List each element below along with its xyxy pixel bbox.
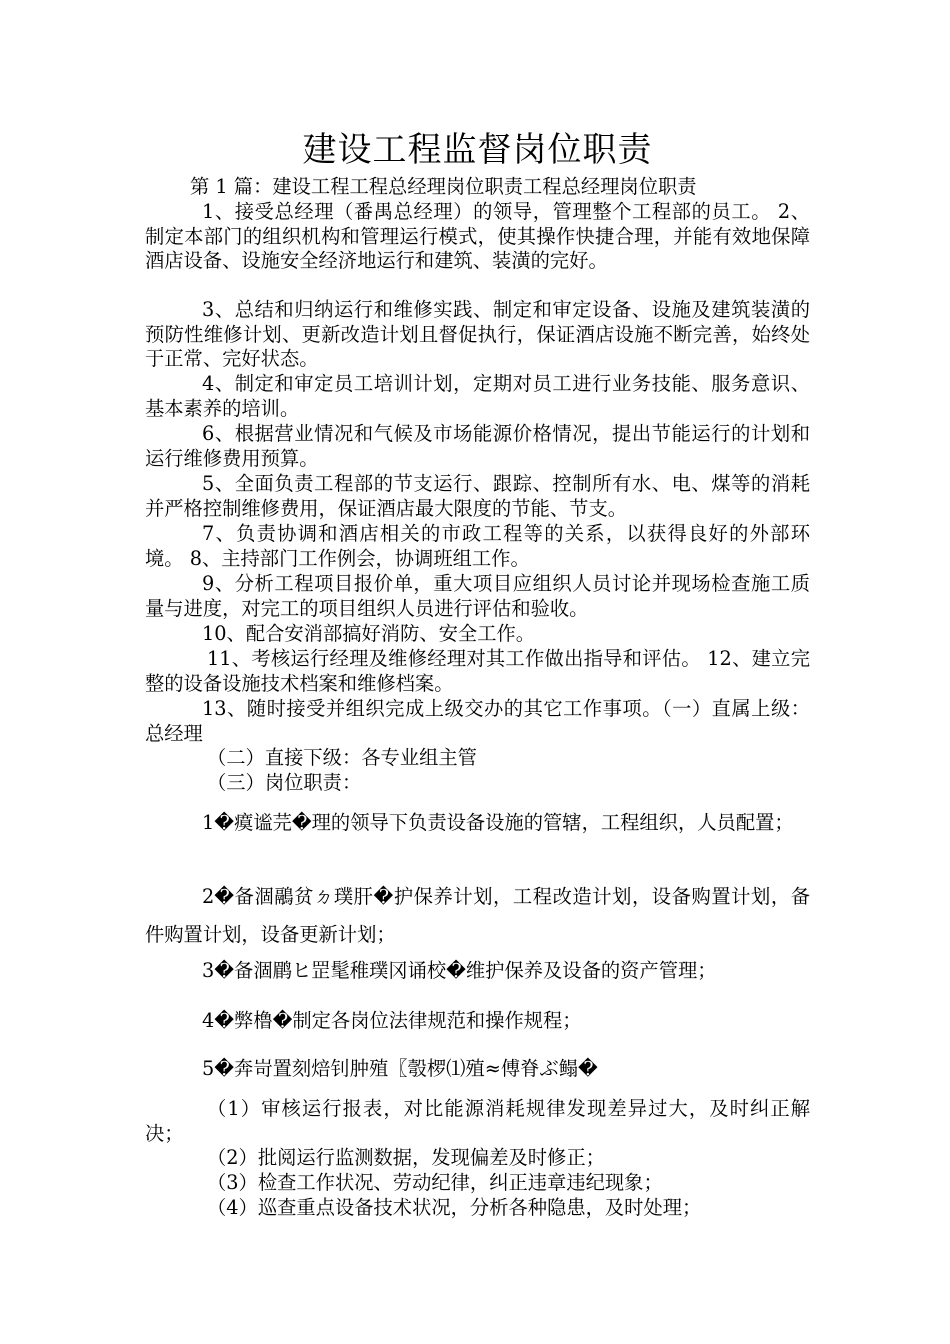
- paragraph-item-5: 5、全面负责工程部的节支运行、跟踪、控制所有水、电、煤等的消耗并严格控制维修费用，保证酒店最大限度的节能、节支。: [145, 472, 810, 520]
- paragraph-item-3: 3、总结和归纳运行和维修实践、制定和审定设备、设施及建筑装潢的预防性维修计划、更新改造计划且督促执行，保证酒店设施不断完善，始终处于正常、完好状态。: [145, 298, 810, 370]
- paragraph-subordinate: （二）直接下级：各专业组主管: [207, 746, 477, 769]
- paragraph-subduty-3: （3）检查工作状况、劳动纪律，纠正违章违纪现象；: [207, 1171, 663, 1194]
- paragraph-subduty-2: （2）批阅运行监测数据，发现偏差及时修正；: [207, 1146, 605, 1169]
- paragraph-subduty-1: （1）审核运行报表，对比能源消耗规律发现差异过大，及时纠正解决；: [145, 1097, 810, 1145]
- paragraph-item-7-8: 7、负责协调和酒店相关的市政工程等的关系，以获得良好的外部环境。 8、主持部门工作例会，协调班组工作。: [145, 522, 810, 570]
- paragraph-duty-4: 4�弊橹�制定各岗位法律规范和操作规程；: [202, 1009, 582, 1032]
- paragraph-duties-heading: （三）岗位职责：: [207, 771, 362, 794]
- paragraph-duty-1: 1�瘼谧芫�理的领导下负责设备设施的管辖，工程组织，人员配置；: [202, 811, 794, 834]
- paragraph-item-13: 13、随时接受并组织完成上级交办的其它工作事项。（一）直属上级：总经理: [145, 697, 810, 745]
- paragraph-item-1-2: 1、接受总经理（番禺总经理）的领导，管理整个工程部的员工。 2、制定本部门的组织机构和管理运行模式，使其操作快捷合理，并能有效地保障酒店设备、设施安全经济地运行和建筑、装潢的完好。: [145, 200, 810, 272]
- paragraph-duty-3: 3�备涸鹛ヒ罡髦稚璞冈诵校�维护保养及设备的资产管理；: [202, 959, 717, 982]
- paragraph-duty-5: 5�奔岢置刻焙钊肿殖〖彀椤⑴殖≈傅脊ぶ鳎�: [202, 1057, 598, 1080]
- paragraph-item-4: 4、制定和审定员工培训计划，定期对员工进行业务技能、服务意识、基本素养的培训。: [145, 372, 810, 420]
- paragraph-item-10: 10、配合安消部搞好消防、安全工作。: [202, 622, 536, 645]
- document-title: 建设工程监督岗位职责: [302, 130, 653, 170]
- paragraph-item-6: 6、根据营业情况和气候及市场能源价格情况，提出节能运行的计划和运行维修费用预算。: [145, 422, 810, 470]
- paragraph-item-11-12: 11、考核运行经理及维修经理对其工作做出指导和评估。 12、建立完整的设备设施技术档案和维修档案。: [145, 647, 810, 695]
- paragraph-duty-2: 2�备涸鷊贫ㄉ璞肝�护保养计划，工程改造计划，设备购置计划，备件购置计划，设备更新计划；: [145, 885, 810, 946]
- paragraph-article-heading: 第 1 篇：建设工程工程总经理岗位职责工程总经理岗位职责: [190, 175, 697, 198]
- paragraph-subduty-4: （4）巡查重点设备技术状况，分析各种隐患，及时处理；: [207, 1196, 702, 1219]
- paragraph-item-9: 9、分析工程项目报价单，重大项目应组织人员讨论并现场检查施工质量与进度，对完工的项目组织人员进行评估和验收。: [145, 572, 810, 620]
